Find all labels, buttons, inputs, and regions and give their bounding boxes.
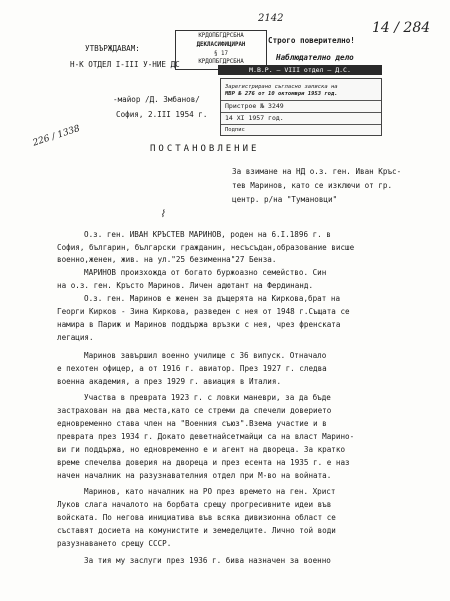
subject-line-2: тев Маринов, като се изключи от гр. <box>232 181 393 190</box>
body-line-21: Луков слага началото на борбата срещу прогресивните идеи във <box>57 500 332 509</box>
department-label: Н-К ОТДЕЛ I-III У-НИЕ ДС <box>70 60 180 69</box>
declass-line-1: КРДОПБГДРСБНА <box>198 33 244 39</box>
handwritten-number: 2142 <box>258 13 284 24</box>
handwritten-mark: ⌇ <box>160 209 165 220</box>
declass-line-4: КРДОПБГДРСБНА <box>198 59 244 65</box>
body-line-13: Участва в превратa 1923 г. с ловки маневри, за да бъде <box>84 393 331 402</box>
body-line-7: Георги Кирков - Зина Киркова, разведен с нея от 1948 г.Същата се <box>57 307 350 316</box>
body-line-22: войската. По негова инициатива във всяка дивизионна област се <box>57 513 336 522</box>
body-line-16: превратa през 1934 г. Докато деветнайсетмайци са на власт Марино- <box>57 432 355 441</box>
body-line-14: застрахован на два места,като се стреми да спечели доверието <box>57 406 332 415</box>
archive-line-2: МВР № 276 от 10 октомври 1953 год. <box>225 91 338 97</box>
body-line-24: разузнаването срещу СССР. <box>57 539 172 548</box>
body-line-15: едновременно става член на "Военния съюз".Взема участие и в <box>57 419 327 428</box>
approval-label: УТВЪРЖДАВАМ: <box>85 44 140 53</box>
margin-number: 226 / 1338 <box>31 123 82 149</box>
body-line-3: военно,женен, жив. на ул."25 безименна"27 Бенза. <box>57 255 277 264</box>
place-date: София, 2.III 1954 г. <box>116 110 208 119</box>
top-secret-label: Строго поверително! <box>268 36 355 45</box>
body-line-6: О.з. ген. Маринов е женен за дъщерята на Киркова,брат на <box>84 294 341 303</box>
body-line-8: намира в Париж и Маринов поддържа връзки с нея, чрез френската <box>57 320 341 329</box>
body-line-12: военна академия, а през 1929 г. авиация в Италия. <box>57 377 282 386</box>
subject-line-1: За взимане на НД о.з. ген. Иван Кръс- <box>232 167 402 176</box>
declass-line-3: § 17 <box>214 51 228 57</box>
body-line-1: О.з. ген. ИВАН КРЪСТЕВ МАРИНОВ, роден на 6.I.1896 г. в <box>84 230 331 239</box>
body-line-20: Маринов, като началник на РО през времето на ген. Христ <box>84 487 336 496</box>
body-line-4: МАРИНОВ произхожда от богато буржоазно семейство. Син <box>84 268 327 277</box>
body-line-11: е пехотен офицер, а от 1916 г. авиатор. През 1927 г. следва <box>57 364 327 373</box>
handwritten-note: 14 / 284 <box>372 20 431 36</box>
approver-name: -майор /Д. Змбанов/ <box>113 95 200 104</box>
declassification-stamp <box>175 30 267 70</box>
body-line-18: време спечелва доверия на двореца и през есента на 1935 г. е наз <box>57 458 350 467</box>
body-line-10: Маринов завършил военно училище с 36 випуск. Отначало <box>84 351 327 360</box>
body-line-23: съставят досиета на комунистите и земеделците. Лично той води <box>57 526 336 535</box>
archive-registration-stamp <box>220 78 382 136</box>
archive-stamp-header: М.В.Р. — VIII отдел — Д.С. <box>218 65 382 75</box>
body-line-9: легация. <box>57 333 94 342</box>
body-line-25: За тия му заслуги през 1936 г. бива назначен за военно <box>84 556 331 565</box>
archive-line-3: Пристрое № 3249 <box>225 102 284 110</box>
declass-line-2: ДЕКЛАСИФИЦИРАН <box>196 42 246 48</box>
archive-line-5: Подпис <box>225 127 245 133</box>
document-title: ПОСТАНОВЛЕНИЕ <box>150 144 260 154</box>
subject-line-3: центр. р/на "Тумановци" <box>232 195 338 204</box>
body-line-17: ви ги поддържа, но едновременно е и агент на двореца. За кратко <box>57 445 346 454</box>
body-line-5: на о.з. ген. Кръсто Маринов. Личен адютант на Фердинанд. <box>57 281 314 290</box>
body-line-19: начен началник на разузнавателния отдел при М-во на войната. <box>57 471 332 480</box>
supervision-label: Наблюдателно дело <box>276 53 354 62</box>
archive-line-4: 14 XI 1957 год. <box>225 114 284 122</box>
archive-line-1: Зарегистрирано съгласно записка на <box>225 84 338 90</box>
body-line-2: София, българин, български гражданин, несъсъдан,образование висше <box>57 243 355 252</box>
